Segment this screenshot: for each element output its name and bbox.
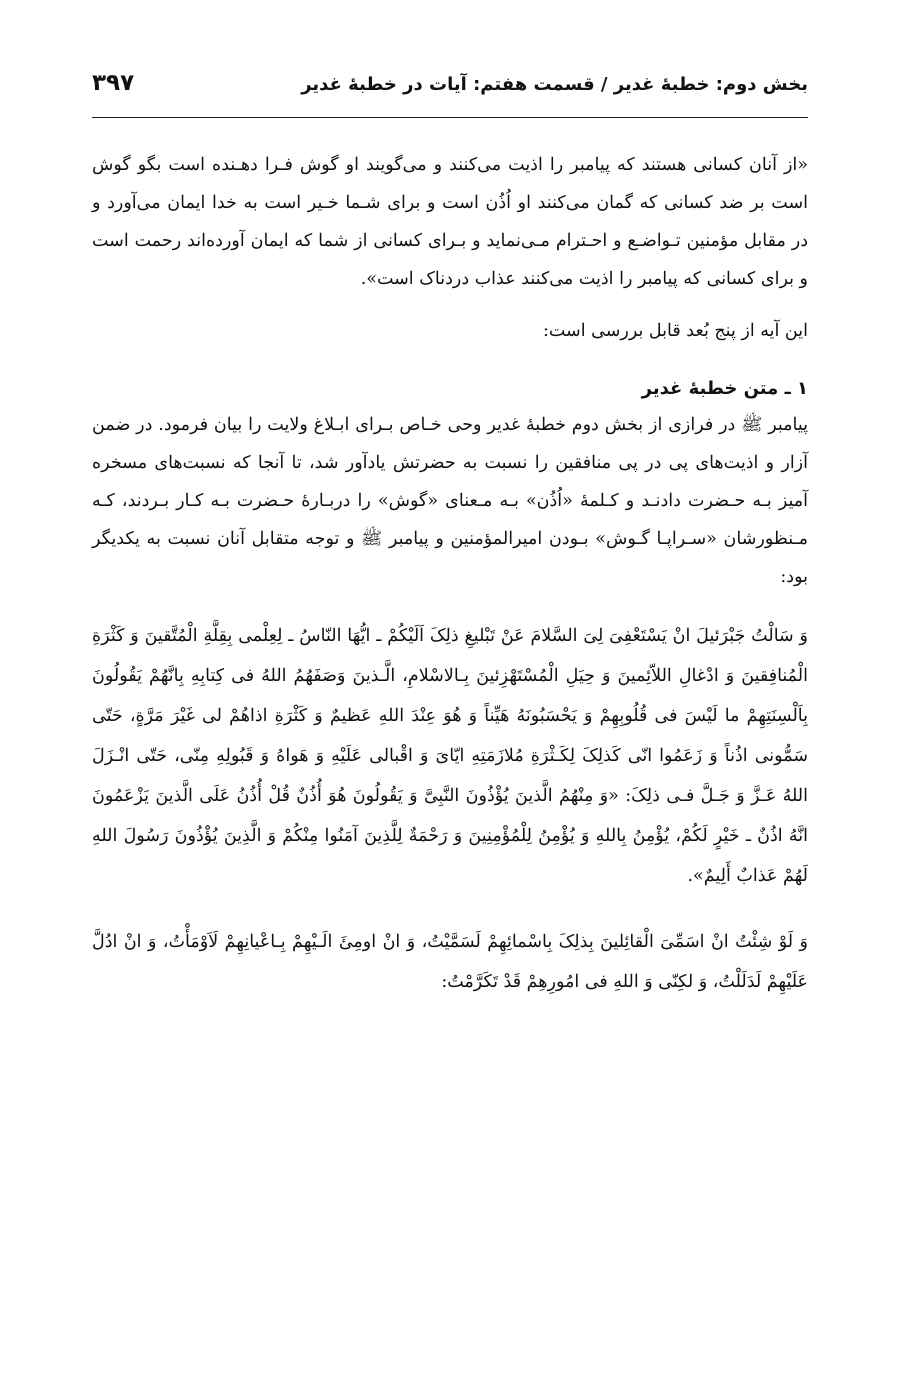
arabic-sermon-paragraph-2: وَ لَوْ شِئْتُ انْ اسَمِّیَ الْقائِلینَ بِذلِکَ بِاسْمائِهِمْ لَسَمَّیْتُ، وَ انْ اومِئَ الَـیْهِمْ بِـاعْیانِهِمْ لَاَوْمَأْتُ، وَ انْ ادُلَّ عَلَیْهِمْ لَدَلَلْتُ، وَ لکِنّی وَ اللهِ فی امُورِهِمْ قَدْ تَکَرَّمْتُ:: [92, 932, 808, 992]
page-number: ۳۹۷: [92, 70, 135, 96]
header-rule: [92, 117, 808, 118]
section-heading: ۱ ـ متن خطبهٔ غدیر: [641, 378, 808, 399]
arabic-sermon-paragraph: وَ سَالْتُ جَبْرَئیلَ انْ یَسْتَعْفِیَ لِیَ السَّلامَ عَنْ تَبْلیغِ ذلِکَ اَلَیْکُمْ ـ ایُّهَا النّاسُ ـ لِعِلْمی بِقِلَّةِ الْمُتَّقینَ وَ کَثْرَةِ الْمُنافِقینَ وَ ادْغالِ اللاّئِمینَ وَ حِیَلِ الْمُسْتَهْزِئینَ بِـالاسْلامِ، الَّـذینَ وَصَفَهُمُ اللهُ فی کِتابِهِ بِانَّهُمْ یَقُولُونَ بِاَلْسِنَتِهِمْ ما لَیْسَ فی قُلُوبِهِمْ وَ یَحْسَبُونَهُ هَیِّناً وَ هُوَ عِنْدَ اللهِ عَظیمٌ وَ کَثْرَةِ اذاهُمْ لی غَیْرَ مَرَّةٍ، حَتّی سَمُّونی اذُناً وَ زَعَمُوا انّی کَذلِکَ لِکَـثْرَةِ مُلازَمَتِهِ ایّایَ وَ اقْبالی عَلَیْهِ وَ هَواهُ وَ قَبُولِهِ مِنّی، حَتّی انْـزَلَ اللهُ عَـزَّ وَ جَـلَّ فـی ذلِکَ: «وَ مِنْهُمُ الَّذینَ یُؤْذُونَ النَّبِیَّ وَ یَقُولُونَ هُوَ أُذُنٌ قُلْ أُذُنُ عَلَی الَّذینَ یَزْعَمُونَ انَّهُ اذُنٌ ـ خَیْرٍ لَکُمْ، یُؤْمِنُ بِاللهِ وَ یُؤْمِنُ لِلْمُؤْمِنِینَ وَ رَحْمَةٌ لِلَّذِینَ آمَنُوا مِنْکُمْ وَ الَّذِینَ یُؤْذُونَ رَسُولَ اللهِ لَهُمْ عَذابٌ أَلِیمٌ».: [92, 626, 808, 886]
body-paragraph: پیامبر ﷺ در فرازی از بخش دوم خطبهٔ غدیر وحی خـاص بـرای ابـلاغ ولایت را بیان فرمود. در ضمن آزار و اذیت‌های پی در پی منافقین را نسبت به حضرتش یادآور شد، تا آنجا که نسبت‌های مسخره آمیز بـه حـضرت دادنـد و کـلمهٔ «اُذُن» بـه مـعنای «گوش» را دربـارهٔ حـضرت بـه کـار بـردند، کـه مـنظورشان «سـراپـا گـوش» بـودن امیرالمؤمنین و پیامبر ﷺ و توجه متقابل آنان نسبت به یکدیگر بود:: [92, 415, 808, 587]
intro-paragraph: این آیه از پنج بُعد قابل بررسی است:: [542, 321, 808, 341]
page-header: [92, 70, 808, 106]
running-title: بخش دوم: خطبهٔ غدیر / قسمت هفتم: آیات در خطبهٔ غدیر: [301, 74, 808, 95]
quran-translation-paragraph: «از آنان کسانی هستند که پیامبر را اذیت می‌کنند و می‌گویند او گوش فـرا دهـنده است بگو گوش است بر ضد کسانی که گمان می‌کنند او اُذُن است و برای شـما خـیر است به خدا ایمان می‌آورد و در مقابل مؤمنین تـواضـع و احـترام مـی‌نماید و بـرای کسانی از شما که ایمان آورده‌اند رحمت است و برای کسانی که پیامبر را اذیت می‌کنند عذاب دردناک است».: [92, 155, 808, 289]
page-body: [92, 146, 808, 1002]
